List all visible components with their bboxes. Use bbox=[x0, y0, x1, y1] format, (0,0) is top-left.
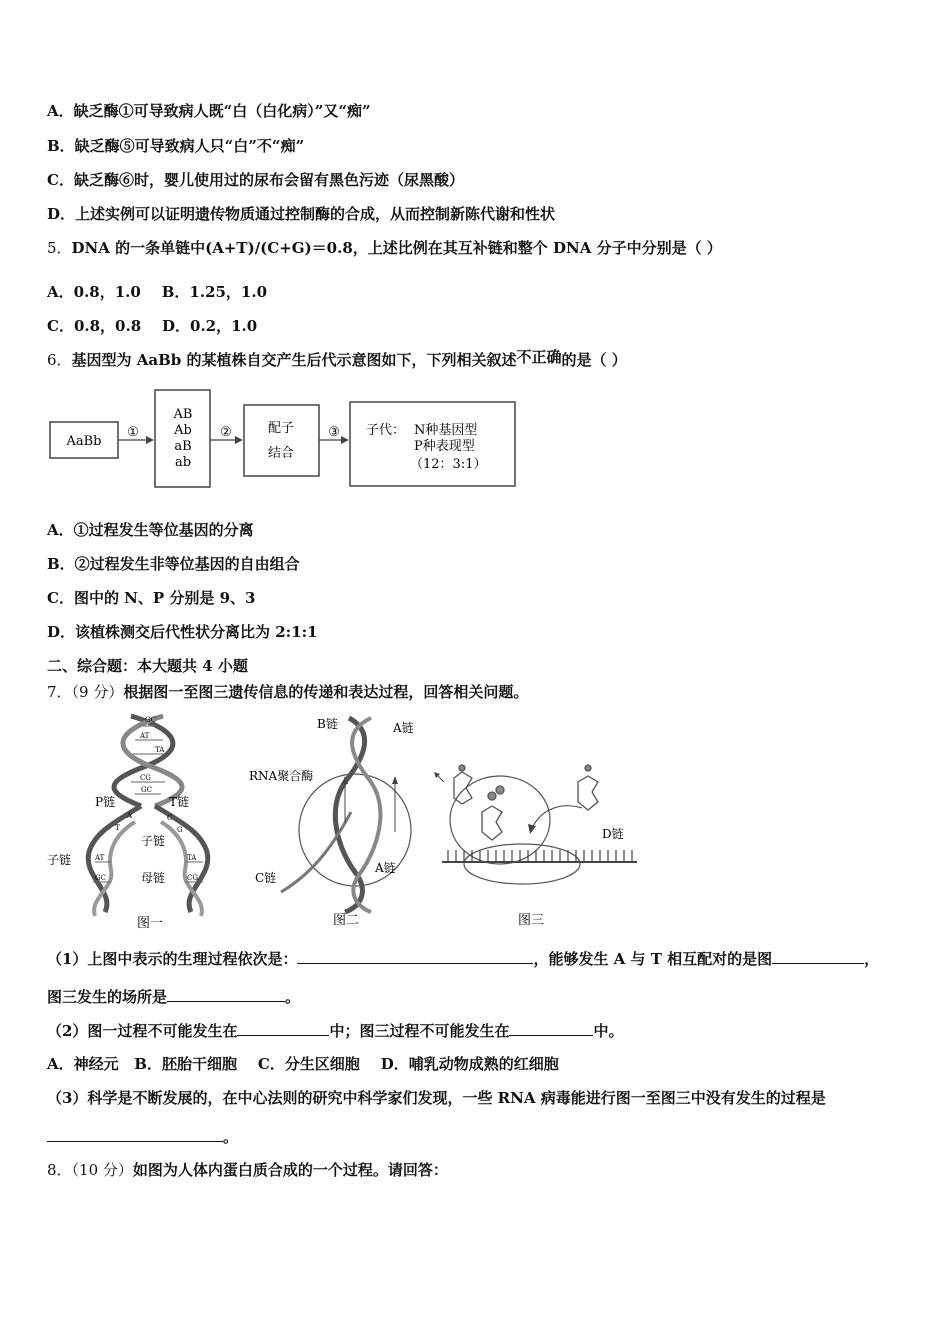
q7-sub1-blank3[interactable] bbox=[167, 986, 285, 1002]
q4-option-c: C．缺乏酶⑥时，婴儿使用过的尿布会留有黑色污迹（尿黑酸） bbox=[47, 171, 464, 189]
q7-sub2-blank1[interactable] bbox=[237, 1020, 329, 1036]
q7-sub3-blank[interactable] bbox=[47, 1126, 223, 1142]
fig3-caption: 图三 bbox=[518, 913, 545, 928]
q8-number: 8． bbox=[47, 1161, 72, 1179]
q7-stem-text: 根据图一至图三遗传信息的传递和表达过程，回答相关问题。 bbox=[123, 683, 529, 701]
fig3-ribosome-small bbox=[464, 844, 580, 884]
q6-arrow3-label: ③ bbox=[328, 425, 340, 440]
fig1-base-gc-top: GC bbox=[145, 716, 156, 724]
q6-arrow2-label: ② bbox=[220, 425, 232, 440]
q7-number: 7． bbox=[47, 683, 72, 701]
fig1-base-a: A bbox=[127, 812, 133, 820]
q7-sub2-blank2[interactable] bbox=[509, 1020, 593, 1036]
q7-sub2-a: （2）图一过程不可能发生在 bbox=[47, 1022, 238, 1040]
q6-gamete-ab-upper: AB bbox=[173, 407, 193, 422]
q6-gamete-ab-mixed2: aB bbox=[174, 439, 192, 454]
q5-number: 5． bbox=[47, 239, 72, 257]
q6-flow-diagram bbox=[46, 384, 521, 494]
q7-figure1-replication bbox=[45, 712, 240, 932]
fig3-arrowhead-incoming bbox=[528, 824, 536, 834]
fig1-label-p-chain: P链 bbox=[95, 795, 116, 809]
q6-box-fertilization bbox=[244, 405, 319, 476]
q7-sub1-d: 图三发生的场所是 bbox=[47, 988, 168, 1006]
fig1-base-gc-mid: GC bbox=[141, 786, 152, 794]
q6-option-d: D．该植株测交后代性状分离比为 2:1:1 bbox=[47, 623, 318, 641]
q8-stem bbox=[47, 1160, 448, 1180]
q7-sub3-answer-line bbox=[47, 1126, 238, 1147]
fig1-caption: 图一 bbox=[137, 916, 164, 931]
fig1-base-t: T bbox=[115, 824, 120, 832]
fig1-base-gc-left: GC bbox=[95, 874, 106, 882]
q4-option-a: A．缺乏酶①可导致病人既“白（白化病）”又“痴” bbox=[47, 102, 371, 120]
q6-option-c: C．图中的 N、P 分别是 9、3 bbox=[47, 589, 256, 607]
section2-heading: 二、综合题：本大题共 4 小题 bbox=[47, 657, 248, 675]
q7-sub2-b: 中；图三过程不可能发生在 bbox=[329, 1022, 510, 1040]
q7-sub3-end: 。 bbox=[223, 1128, 239, 1146]
q7-stem bbox=[47, 682, 528, 702]
fig2-label-b-chain: B链 bbox=[317, 717, 338, 731]
q4-option-d: D．上述实例可以证明遗传物质通过控制酶的合成，从而控制新陈代谢和性状 bbox=[47, 205, 556, 223]
q6-offspring-genotypes: N种基因型 bbox=[414, 423, 478, 438]
q7-sub3: （3）科学是不断发展的，在中心法则的研究中科学家们发现，一些 RNA 病毒能进行图一至图三中没有发生的过程是 bbox=[47, 1089, 826, 1107]
q7-sub1-blank1[interactable] bbox=[297, 948, 533, 964]
fig1-base-g: G bbox=[177, 826, 183, 834]
q7-sub2 bbox=[47, 1020, 623, 1041]
q6-offspring-phenotypes: P种表现型 bbox=[414, 439, 475, 454]
fig1-base-at: AT bbox=[140, 732, 150, 740]
fig3-label-d-chain: D链 bbox=[602, 827, 624, 841]
q7-sub1-e: 。 bbox=[285, 988, 301, 1006]
q5-stem-text: DNA 的一条单链中(A+T)/(C+G)＝0.8，上述比例在其互补链和整个 DNA 分子中分别是（ ） bbox=[71, 239, 722, 257]
q5-stem bbox=[47, 238, 722, 258]
fig1-base-cg-right: CG bbox=[187, 874, 198, 882]
q5-options-row1: A．0.8，1.0 B．1.25，1.0 bbox=[47, 283, 268, 301]
q6-arrow3-head bbox=[341, 436, 349, 444]
fig1-label-daughter-left: 子链 bbox=[47, 853, 72, 867]
fig1-base-c: C bbox=[167, 814, 173, 822]
q6-gamete-ab-mixed: Ab bbox=[174, 423, 192, 438]
q6-number: 6． bbox=[47, 351, 72, 369]
q7-sub1-b: ，能够发生 A 与 T 相互配对的是图 bbox=[533, 950, 773, 968]
q7-figure2-transcription bbox=[245, 712, 425, 932]
q6-box-parent-label: AaBb bbox=[66, 434, 102, 449]
fig3-trna-right bbox=[578, 765, 598, 810]
fig2-label-a-chain-bottom: A链 bbox=[375, 861, 396, 875]
q6-box-fertilization-line2: 结合 bbox=[267, 446, 295, 461]
q6-stem bbox=[47, 350, 627, 370]
fig1-label-mother: 母链 bbox=[141, 871, 166, 885]
q7-sub1-c: ， bbox=[864, 950, 880, 968]
fig2-label-a-chain-top: A链 bbox=[393, 721, 414, 735]
q5-options-row2: C．0.8，0.8 D．0.2，1.0 bbox=[47, 317, 258, 335]
fig3-trna-middle bbox=[482, 786, 504, 840]
q7-sub2-c: 中。 bbox=[593, 1022, 624, 1040]
fig1-base-ta: TA bbox=[155, 746, 165, 754]
q6-arrow1-head bbox=[146, 436, 154, 444]
q6-gamete-ab-lower: ab bbox=[174, 455, 192, 470]
fig1-base-cg: CG bbox=[140, 774, 151, 782]
fig2-mrna-c-chain bbox=[281, 812, 351, 892]
fig3-arrow-incoming bbox=[532, 806, 582, 828]
q6-option-a: A．①过程发生等位基因的分离 bbox=[47, 521, 254, 539]
fig2-label-rna-polymerase: RNA聚合酶 bbox=[249, 769, 314, 783]
q6-box-fertilization-line1: 配子 bbox=[267, 421, 295, 436]
q6-stem-c: 的是（ ） bbox=[561, 351, 627, 369]
fig2-arrowhead-right bbox=[392, 776, 398, 784]
q7-sub1-line1 bbox=[47, 948, 879, 969]
q7-score: （9 分） bbox=[71, 683, 124, 701]
q6-stem-a: 基因型为 AaBb 的某植株自交产生后代示意图如下，下列相关叙述 bbox=[71, 351, 517, 369]
q6-arrow1-label: ① bbox=[127, 425, 139, 440]
q7-sub1-blank2[interactable] bbox=[772, 948, 864, 964]
q6-offspring-ratio: （12：3:1） bbox=[410, 457, 487, 472]
q6-offspring-label: 子代： bbox=[366, 423, 406, 438]
fig1-label-t-chain: T链 bbox=[169, 795, 190, 809]
q8-stem-text: 如图为人体内蛋白质合成的一个过程。请回答： bbox=[132, 1161, 448, 1179]
q8-score: （10 分） bbox=[71, 1161, 133, 1179]
fig1-base-at-left: AT bbox=[95, 854, 105, 862]
q7-sub1-a: （1）上图中表示的生理过程依次是： bbox=[47, 950, 298, 968]
fig1-base-ta-right: TA bbox=[187, 854, 197, 862]
q4-option-b: B．缺乏酶⑤可导致病人只“白”不“痴” bbox=[47, 137, 305, 155]
fig2-caption: 图二 bbox=[333, 913, 360, 928]
q7-sub2-options: A．神经元 B．胚胎干细胞 C．分生区细胞 D．哺乳动物成熟的红细胞 bbox=[47, 1055, 559, 1073]
q7-sub1-line2 bbox=[47, 986, 300, 1007]
fig2-label-c-chain: C链 bbox=[255, 871, 277, 885]
q6-stem-not-correct: 不正确 bbox=[516, 348, 562, 366]
q6-arrow2-head bbox=[235, 436, 243, 444]
q7-figure3-translation bbox=[432, 712, 644, 932]
q6-option-b: B．②过程发生非等位基因的自由组合 bbox=[47, 555, 300, 573]
fig1-label-daughter-mid: 子链 bbox=[141, 834, 166, 848]
